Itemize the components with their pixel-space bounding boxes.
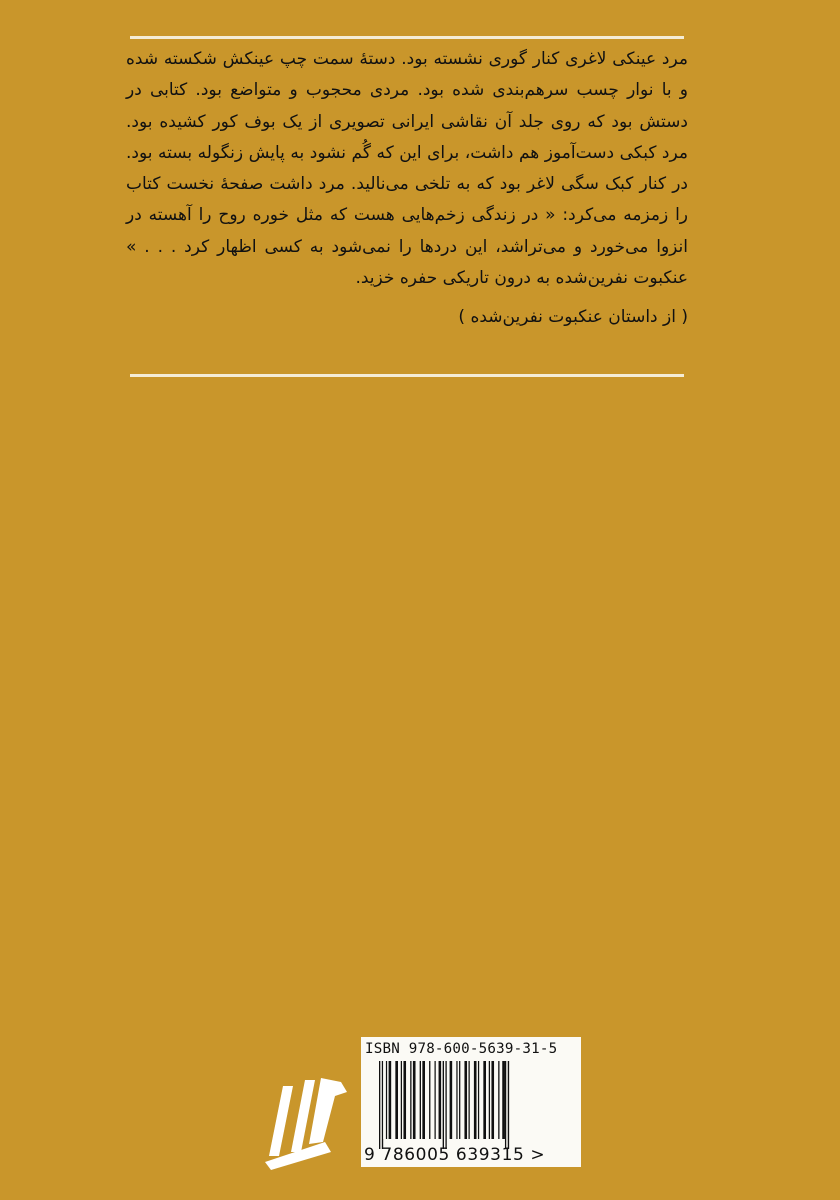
barcode-bar xyxy=(467,1061,468,1139)
barcode-bar xyxy=(395,1061,398,1139)
barcode-bar xyxy=(486,1061,489,1139)
barcode-bar xyxy=(421,1061,422,1139)
barcode-bar xyxy=(469,1061,470,1139)
barcode-bar xyxy=(413,1061,416,1139)
barcode-bar xyxy=(458,1061,459,1139)
barcode-bar xyxy=(406,1061,410,1139)
barcode-bar xyxy=(435,1061,436,1139)
barcode-bar xyxy=(422,1061,425,1139)
barcode-bar xyxy=(439,1061,442,1139)
barcode-bar xyxy=(498,1061,499,1139)
barcode-bar xyxy=(478,1061,479,1139)
publisher-logo-icon xyxy=(263,1058,347,1170)
barcode-bar xyxy=(502,1061,505,1139)
ean-digits: 9 786005 639315 > xyxy=(364,1145,546,1165)
barcode-bar xyxy=(491,1061,494,1139)
barcode-bar xyxy=(410,1061,411,1139)
barcode-bar xyxy=(452,1061,456,1139)
barcode-bar xyxy=(474,1061,477,1139)
barcode-bar xyxy=(508,1061,509,1149)
barcode-bar xyxy=(386,1061,387,1139)
barcode-bar xyxy=(483,1061,486,1139)
barcode-bar xyxy=(477,1061,478,1139)
blurb-paragraph: مرد عینکی لاغری کنار گوری نشسته بود. دستهٔ سمت چپ عینکش شکسته شده و با نوار چسب سرهم‌بندی شده بود. مردی محجوب و متواضع بود. کتابی در دستش بود که روی جلد آن نقاشی ایرانی تصویری از یک بوف کور کشیده بود. مرد کبکی دست‌آموز هم داشت، برای این که گُم نشود به پایش زنگوله بسته بود. در کنار کبک سگی لاغر بود که به تلخی می‌نالید. مرد داشت صفحهٔ نخست کتاب را زمزمه می‌کرد: « در زندگی زخم‌هایی هست که مثل خوره روح را آهسته در انزوا می‌خورد و می‌تراشد، این دردها را نمی‌شود به کسی اظهار کرد . . . » عنکبوت نفرین‌شده به درون تاریکی حفره خزید. xyxy=(126,49,688,289)
barcode-bar xyxy=(429,1061,430,1139)
barcode-bar xyxy=(505,1061,506,1149)
barcode-bar xyxy=(430,1061,434,1139)
isbn-label: ISBN 978-600-5639-31-5 xyxy=(365,1041,558,1057)
barcode-bar xyxy=(383,1061,386,1139)
barcode-bar xyxy=(500,1061,503,1139)
barcode-bars xyxy=(369,1061,557,1149)
barcode-bar xyxy=(401,1061,402,1139)
barcode-bar xyxy=(403,1061,406,1139)
barcode-bar xyxy=(436,1061,439,1139)
barcode-bar xyxy=(456,1061,457,1139)
barcode-bar xyxy=(441,1061,442,1149)
barcode-bar xyxy=(444,1061,445,1149)
barcode-bar xyxy=(398,1061,401,1139)
top-divider-line xyxy=(130,36,684,39)
barcode-bar xyxy=(389,1061,392,1139)
barcode-bar xyxy=(464,1061,467,1139)
blurb-source: ( از داستان عنکبوت نفرین‌شده ) xyxy=(458,307,688,328)
barcode-bar xyxy=(470,1061,474,1139)
barcode-bar xyxy=(416,1061,420,1139)
barcode-bar xyxy=(489,1061,490,1139)
barcode-bar xyxy=(420,1061,421,1139)
barcode-bar xyxy=(490,1061,491,1139)
barcode-bar xyxy=(382,1061,383,1149)
barcode-bar xyxy=(387,1061,388,1139)
barcode-bar xyxy=(447,1061,448,1149)
barcode-bar xyxy=(445,1061,446,1149)
barcode-bar xyxy=(506,1061,507,1149)
barcode-bar xyxy=(450,1061,453,1139)
barcode-bar xyxy=(448,1061,449,1139)
barcode-bar xyxy=(379,1061,380,1149)
barcode-bar xyxy=(479,1061,483,1139)
barcode-bar xyxy=(425,1061,429,1139)
barcode-bar xyxy=(412,1061,413,1139)
barcode-bar xyxy=(402,1061,403,1139)
barcode-bar xyxy=(494,1061,498,1139)
isbn-barcode xyxy=(361,1037,581,1167)
back-cover-blurb xyxy=(126,44,688,334)
barcode-bar xyxy=(443,1061,444,1149)
barcode-bar xyxy=(380,1061,381,1149)
barcode-bar xyxy=(391,1061,395,1139)
barcode-bar xyxy=(459,1061,460,1139)
barcode-bar xyxy=(460,1061,464,1139)
bottom-divider-line xyxy=(130,374,684,377)
